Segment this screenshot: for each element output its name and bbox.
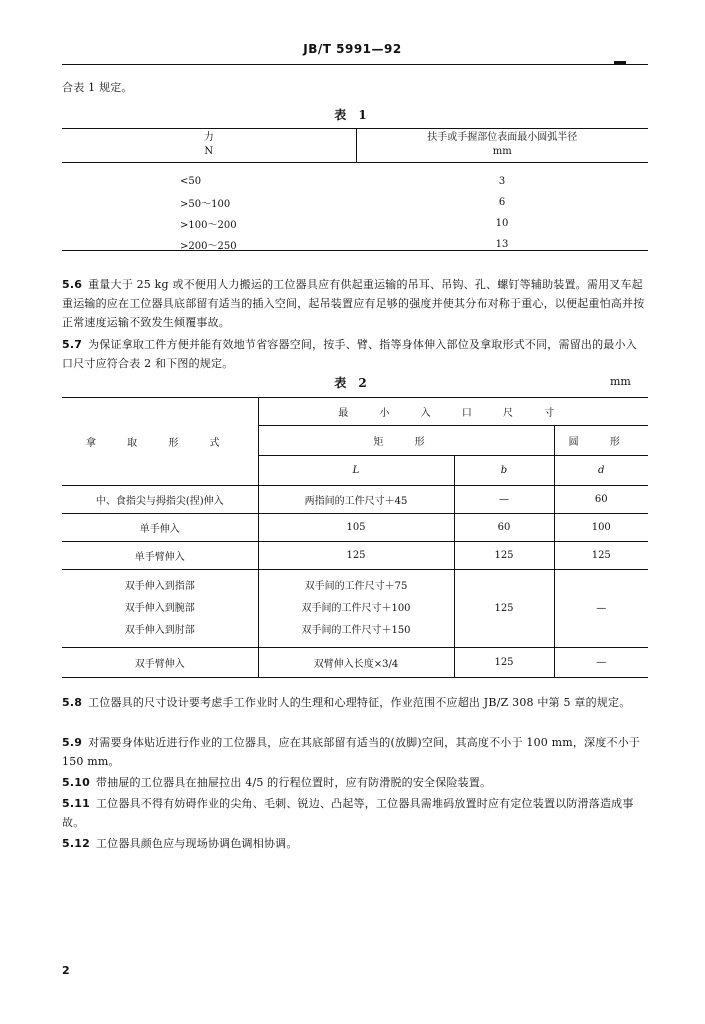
table-row: >200～250 13 xyxy=(180,239,509,252)
clause-text: 对需要身体贴近进行作业的工位器具，应在其底部留有适当的(放脚)空间，其高度不小于 100 mm，深度不小于 150 mm。 xyxy=(62,736,641,768)
clause-5-12 xyxy=(62,834,648,853)
table2-unit: mm xyxy=(610,375,631,388)
table-row: 单手臂伸入 125 125 125 xyxy=(62,542,648,570)
table-row: <50 3 xyxy=(180,176,506,187)
clause-text: 工位器具不得有妨碍作业的尖角、毛刺、锐边、凸起等，工位器具需堆码放置时应有定位装置以防滑落造成事故。 xyxy=(62,797,634,829)
radius-unit: mm xyxy=(492,146,512,157)
table1-header-row xyxy=(62,128,648,163)
table-row: 双手臂伸入 双臂伸入长度×3/4 125 — xyxy=(62,648,648,678)
clause-text: 工位器具的尺寸设计要考虑手工作业时人的生理和心理特征，作业范围不应超出 JB/Z 308 中第 5 章的规定。 xyxy=(88,696,631,709)
table-row: 中、食指尖与拇指尖(捏)伸入 两指间的工件尺寸＋45 — 60 xyxy=(62,486,648,514)
clause-number: 5.7 xyxy=(62,338,83,351)
table-row: >50～100 6 xyxy=(180,197,506,210)
symbol-b: b xyxy=(454,456,554,486)
radius-label: 扶手或手握部位表面最小圆弧半径 xyxy=(427,132,578,143)
clause-number: 5.11 xyxy=(62,797,90,810)
table1 xyxy=(62,128,648,255)
standard-number-header: JB/T 5991—92 xyxy=(303,42,402,56)
page-number: 2 xyxy=(62,964,70,977)
min-entry-header: 最 小 入 口 尺 寸 xyxy=(258,398,648,426)
clause-5-9 xyxy=(62,733,648,771)
clause-text: 带抽屉的工位器具在抽屉拉出 4/5 的行程位置时，应有防滑脱的安全保险装置。 xyxy=(95,776,492,789)
take-form-header: 拿 取 形 式 xyxy=(62,398,258,486)
clause-number: 5.10 xyxy=(62,776,90,789)
table2 xyxy=(62,397,648,678)
intro-line: 合表 1 规定。 xyxy=(62,81,133,94)
clause-number: 5.8 xyxy=(62,696,83,709)
clause-5-8 xyxy=(62,693,648,712)
rect-header: 矩 形 xyxy=(258,426,554,456)
symbol-L: L xyxy=(258,456,454,486)
table-row: 双手伸入到指部 双手伸入到腕部 双手伸入到肘部 双手间的工件尺寸＋75 双手间的工件尺寸＋100 双手间的工件尺寸＋150 125 — xyxy=(62,570,648,648)
header-mark xyxy=(614,61,626,64)
force-label: 力 xyxy=(203,132,214,143)
table1-force-header xyxy=(62,128,356,163)
clause-5-10 xyxy=(62,773,648,792)
clause-text: 工位器具颜色应与现场协调色调相协调。 xyxy=(95,837,298,850)
clause-number: 5.12 xyxy=(62,837,90,850)
table2-caption: 表 2 xyxy=(334,376,371,390)
clause-number: 5.9 xyxy=(62,736,83,749)
clause-text: 为保证拿取工件方便并能有效地节省容器空间，按手、臂、指等身体伸入部位及拿取形式不同，需留出的最小入口尺寸应符合表 2 和下图的规定。 xyxy=(62,338,637,370)
header-rule xyxy=(62,64,648,65)
clause-text: 重量大于 25 kg 或不便用人力搬运的工位器具应有供起重运输的吊耳、吊钩、孔、螺钉等辅助装置。需用叉车起重运输的应在工位器具底部留有适当的插入空间，起吊装置应有足够的强度并使其分布对称于重心，以便起重怕高并按正常速度运输不致发生倾覆事故。 xyxy=(62,278,645,329)
clause-5-7 xyxy=(62,335,648,373)
table1-bottom-rule xyxy=(62,250,648,251)
table-row: 单手伸入 105 60 100 xyxy=(62,514,648,542)
round-header: 圆 形 xyxy=(554,426,648,456)
symbol-d: d xyxy=(554,456,648,486)
table1-radius-header xyxy=(356,128,648,163)
force-unit: N xyxy=(204,146,214,157)
clause-5-11 xyxy=(62,794,648,832)
table1-caption: 表 1 xyxy=(334,108,371,122)
clause-5-6 xyxy=(62,275,648,332)
table-row: >100～200 10 xyxy=(180,218,509,231)
clause-number: 5.6 xyxy=(62,278,83,291)
